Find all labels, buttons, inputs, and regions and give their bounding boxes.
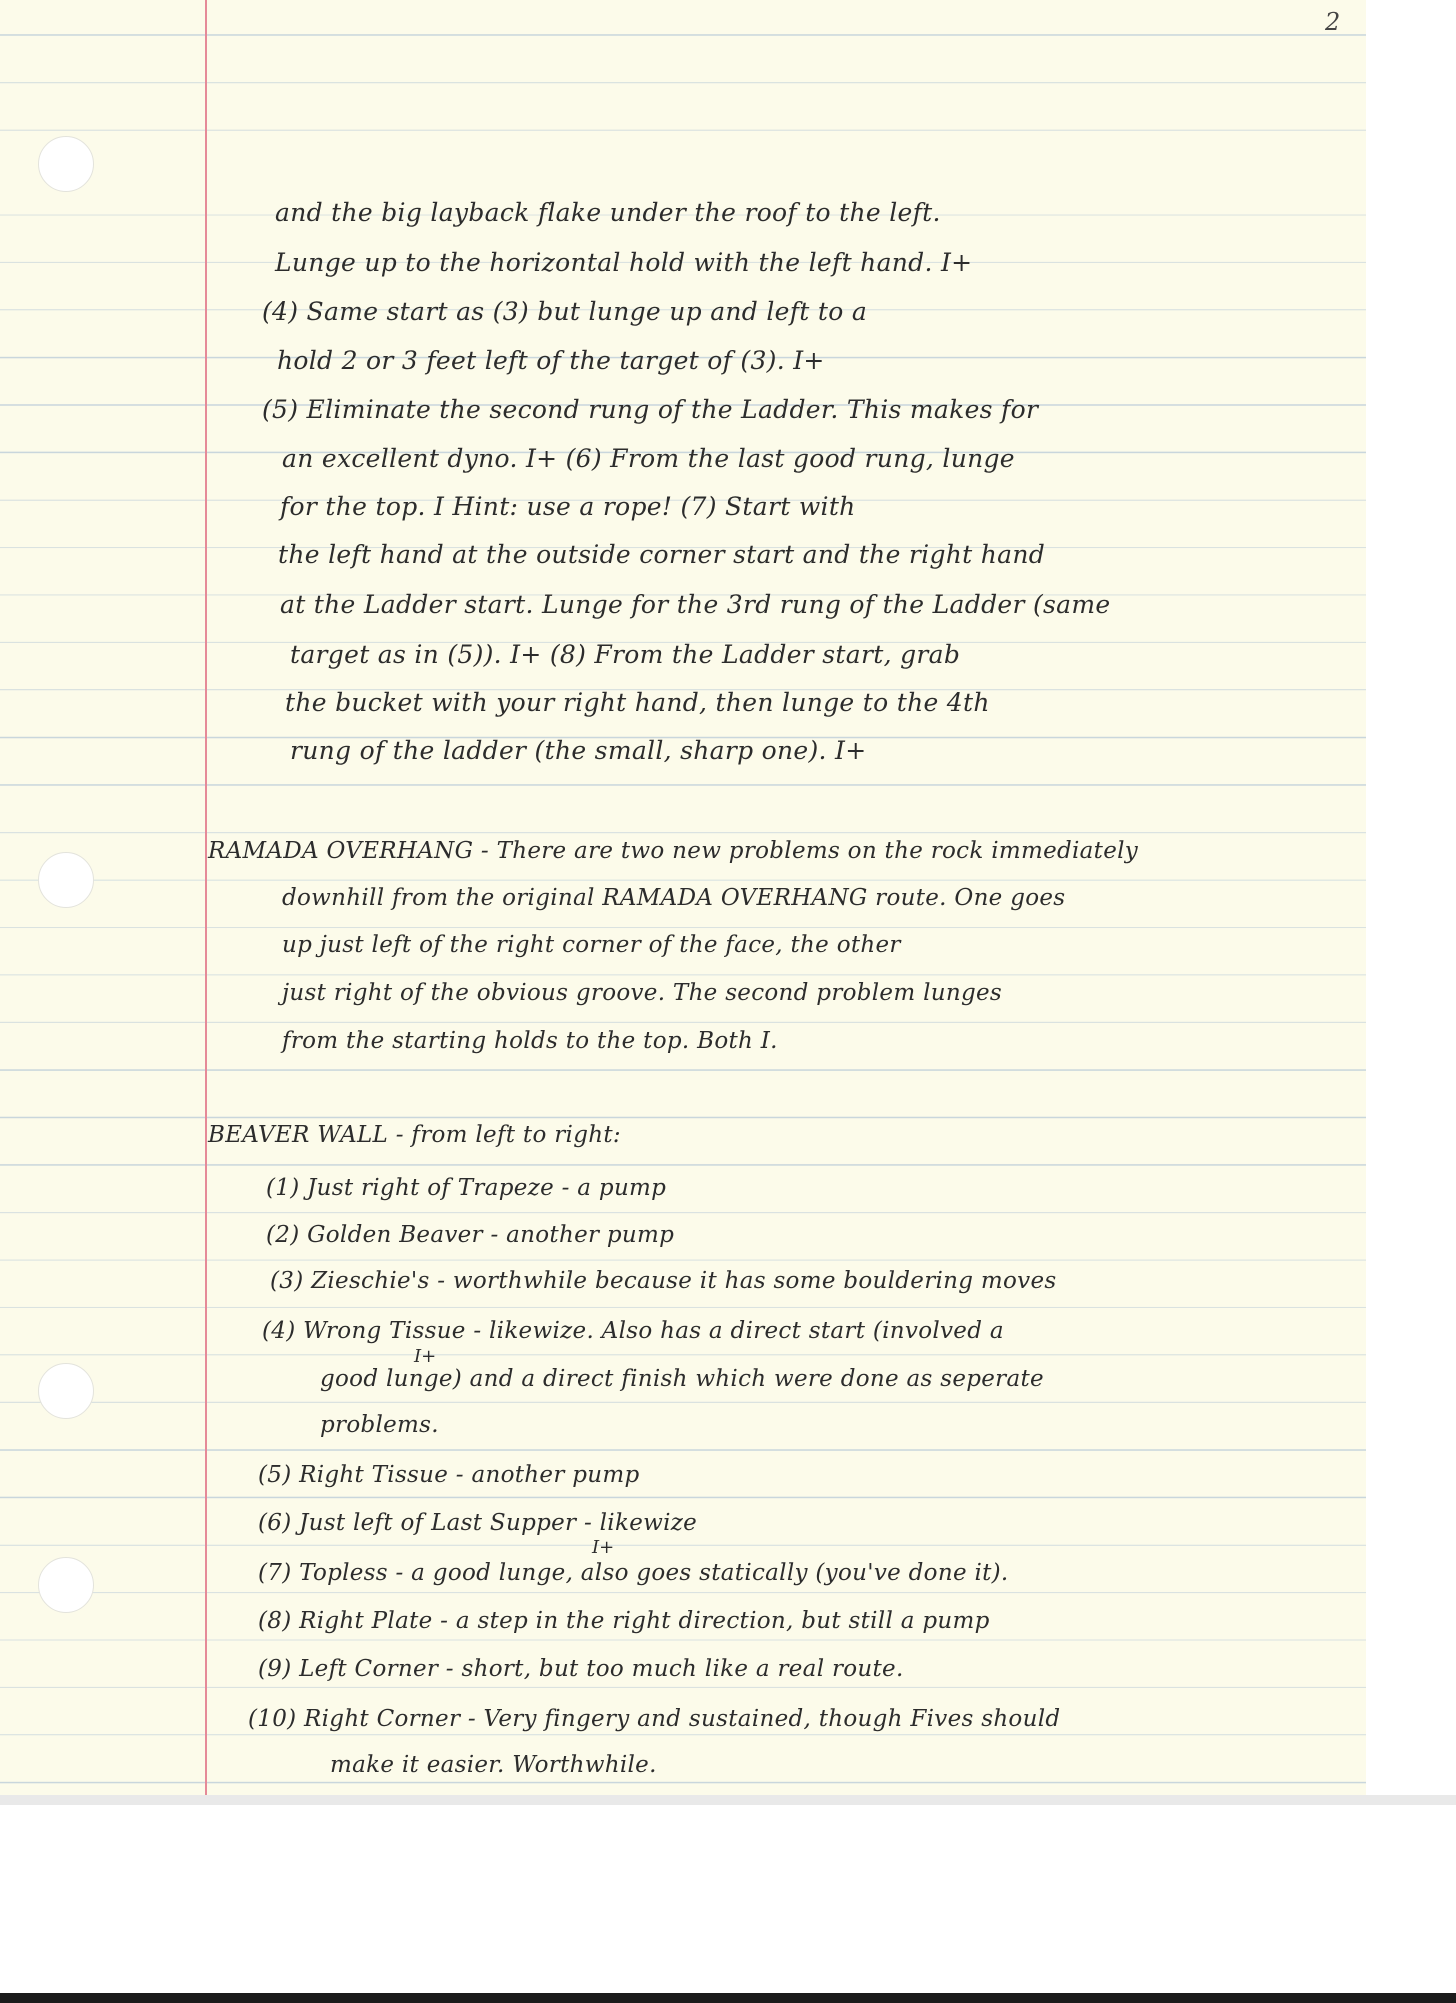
- text-line: Lunge up to the horizontal hold with the left hand. I+: [275, 248, 973, 277]
- text-line: RAMADA OVERHANG - There are two new problems on the rock immediately: [208, 838, 1139, 864]
- punch-hole: [38, 136, 94, 192]
- text-line: the bucket with your right hand, then lunge to the 4th: [285, 688, 990, 717]
- text-line: just right of the obvious groove. The second problem lunges: [282, 980, 1002, 1006]
- text-line: (8) Right Plate - a step in the right direction, but still a pump: [258, 1608, 990, 1634]
- page-number: 2: [1325, 8, 1341, 36]
- text-line: (9) Left Corner - short, but too much like a real route.: [258, 1656, 904, 1682]
- text-line: (6) Just left of Last Supper - likewize: [258, 1510, 698, 1536]
- text-line: good lunge) and a direct finish which were done as seperate: [320, 1366, 1044, 1392]
- punch-hole: [38, 1363, 94, 1419]
- text-line: problems.: [320, 1412, 439, 1438]
- text-line: the left hand at the outside corner start and the right hand: [278, 540, 1046, 569]
- text-line: at the Ladder start. Lunge for the 3rd rung of the Ladder (same: [280, 590, 1111, 619]
- text-line: (3) Zieschie's - worthwhile because it has some bouldering moves: [270, 1268, 1057, 1294]
- text-line: (1) Just right of Trapeze - a pump: [266, 1175, 667, 1201]
- text-line: hold 2 or 3 feet left of the target of (3). I+: [277, 346, 825, 375]
- superscript-mark: I+: [592, 1537, 615, 1558]
- superscript-mark: I+: [414, 1346, 437, 1367]
- punch-hole: [38, 852, 94, 908]
- text-line: BEAVER WALL - from left to right:: [208, 1122, 621, 1148]
- text-line: target as in (5)). I+ (8) From the Ladder start, grab: [290, 640, 961, 669]
- text-line: (7) Topless - a good lunge, also goes statically (you've done it).: [258, 1560, 1009, 1586]
- text-line: (5) Eliminate the second rung of the Ladder. This makes for: [262, 395, 1039, 424]
- scanner-background: [0, 1795, 1456, 1805]
- text-line: an excellent dyno. I+ (6) From the last good rung, lunge: [282, 444, 1015, 473]
- text-line: and the big layback flake under the roof to the left.: [275, 198, 941, 227]
- text-line: (4) Wrong Tissue - likewize. Also has a direct start (involved a: [262, 1318, 1004, 1344]
- text-line: make it easier. Worthwhile.: [330, 1752, 657, 1778]
- text-line: for the top. I Hint: use a rope! (7) Start with: [280, 492, 856, 521]
- text-line: from the starting holds to the top. Both I.: [282, 1028, 778, 1054]
- scan-edge: [0, 1993, 1456, 2003]
- text-line: (10) Right Corner - Very fingery and sustained, though Fives should: [248, 1706, 1061, 1732]
- text-line: (2) Golden Beaver - another pump: [266, 1222, 675, 1248]
- text-line: downhill from the original RAMADA OVERHANG route. One goes: [282, 885, 1066, 911]
- text-line: (5) Right Tissue - another pump: [258, 1462, 640, 1488]
- text-line: rung of the ladder (the small, sharp one). I+: [290, 736, 867, 765]
- punch-hole: [38, 1557, 94, 1613]
- margin-line: [205, 0, 207, 1795]
- text-line: (4) Same start as (3) but lunge up and left to a: [262, 297, 868, 326]
- text-line: up just left of the right corner of the face, the other: [282, 932, 901, 958]
